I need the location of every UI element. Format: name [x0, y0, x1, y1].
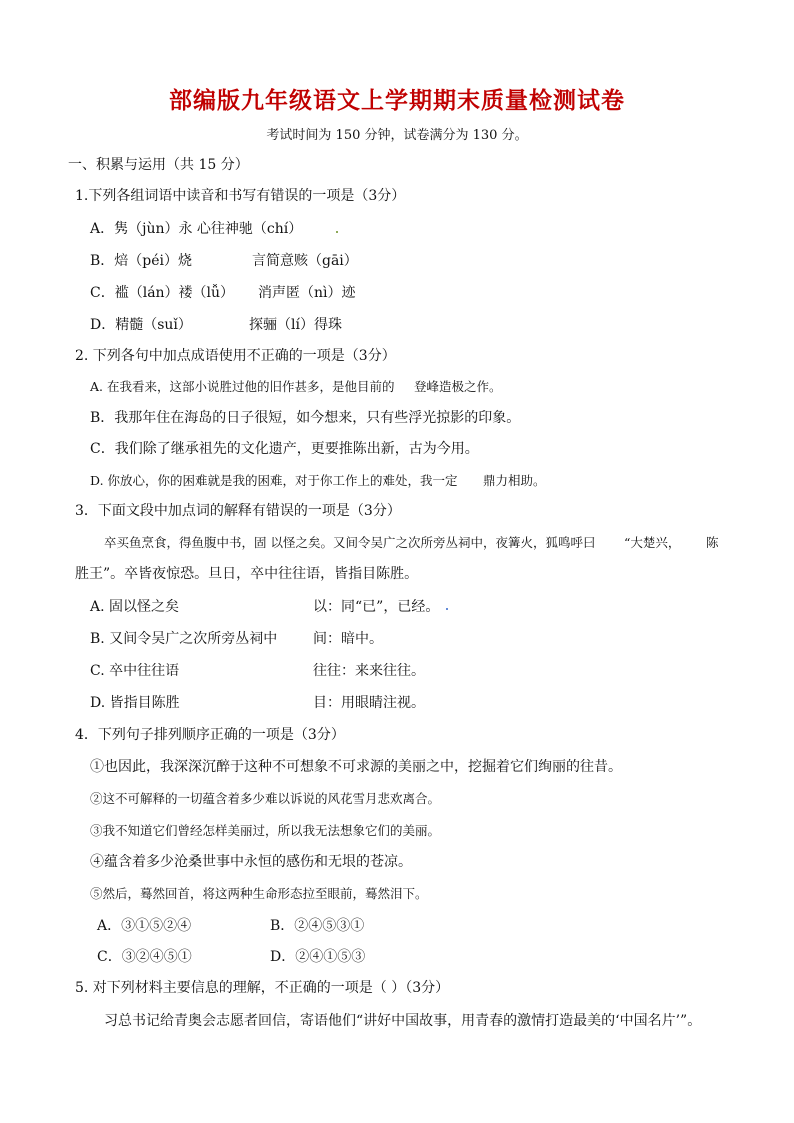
q3-stem: 3．下面文段中加点词的解释有错误的一项是（3分） [75, 503, 401, 519]
q4-sentence-3: ③我不知道它们曾经怎样美丽过，所以我无法想象它们的美丽。 [90, 823, 441, 838]
q2-option-d: D. 你放心，你的困难就是我的困难，对于你工作上的难处，我一定 [90, 473, 458, 488]
q3-passage-end: 陈 [706, 535, 719, 550]
q4-option-c: C．③②④⑤① [97, 949, 192, 965]
q1-option-b-word: 言简意赅（gāi） [252, 253, 358, 269]
q4-sentence-5: ⑤然后，蓦然回首，将这两种生命形态拉至眼前，蓦然泪下。 [90, 886, 428, 901]
q2-option-b: B．我那年住在海岛的日子很短，如今想来，只有些浮光掠影的印象。 [90, 410, 521, 426]
q4-option-a: A．③①⑤②④ [97, 918, 192, 934]
q3-option-a: A. 固以怪之矣 [90, 599, 180, 615]
scan-mark [446, 608, 448, 610]
q3-option-b-gloss: 间：暗中。 [313, 631, 383, 647]
q2-option-c: C．我们除了继承祖先的文化遗产，更要推陈出新，古为今用。 [90, 441, 479, 457]
q4-option-d: D．②④①⑤③ [270, 949, 366, 965]
q3-option-c-gloss: 往往：来来往往。 [313, 663, 425, 679]
q3-passage: 卒买鱼烹食，得鱼腹中书，固 以怪之矣。又间令吴广之次所旁丛祠中，夜篝火，狐鸣呼曰 [104, 535, 596, 550]
q1-option-b: B．焙（péi）烧 [90, 253, 193, 269]
page-title: 部编版九年级语文上学期期末质量检测试卷 [169, 88, 625, 114]
exam-info: 考试时间为 150 分钟，试卷满分为 130 分。 [266, 128, 528, 143]
q1-option-c: C．褴（lán）褛（lǚ） [90, 285, 235, 301]
q3-option-b: B. 又间令吴广之次所旁丛祠中 [90, 631, 278, 647]
q1-option-c-word: 消声匿（nì）迹 [258, 285, 356, 301]
q1-stem: 1.下列各组词语中读音和书写有错误的一项是（3分） [75, 188, 406, 204]
q3-option-a-gloss: 以：同“已”，已经。 [313, 599, 440, 615]
q5-passage: 习总书记给青奥会志愿者回信，寄语他们“讲好中国故事，用青春的激情打造最美的‘中国名片’”。 [104, 1013, 702, 1029]
q2-option-a: A. 在我看来，这部小说胜过他的旧作甚多，是他目前的 [90, 379, 395, 394]
q3-passage-line2: 胜王”。卒皆夜惊恐。旦日，卒中往往语，皆指目陈胜。 [75, 566, 419, 582]
section-heading: 一、积累与运用（共 15 分） [68, 157, 249, 173]
q4-sentence-4: ④蕴含着多少沧桑世事中永恒的感伤和无垠的苍凉。 [90, 854, 412, 870]
q3-option-d-gloss: 目：用眼睛注视。 [313, 695, 425, 711]
scan-mark [336, 231, 338, 233]
q4-sentence-2: ②这不可解释的一切蕴含着多少难以诉说的风花雪月悲欢离合。 [90, 791, 441, 806]
q4-sentence-1: ①也因此，我深深沉醉于这种不可想象不可求源的美丽之中，挖掘着它们绚丽的往昔。 [90, 759, 622, 775]
q1-option-d: D．精髓（suǐ） [90, 317, 192, 333]
q1-option-d-word: 探骊（lí）得珠 [249, 317, 342, 333]
q3-option-d: D. 皆指目陈胜 [90, 695, 180, 711]
q5-stem: 5. 对下列材料主要信息的理解，不正确的一项是（ ）（3分） [75, 980, 450, 996]
q1-option-a: A．隽（jùn）永 心往神驰（chí） [90, 221, 303, 237]
q2-option-d-idiom: 鼎力相助。 [483, 473, 546, 488]
q2-option-a-idiom: 登峰造极之作。 [414, 379, 502, 394]
q3-option-c: C. 卒中往往语 [90, 663, 180, 679]
q2-stem: 2. 下列各句中加点成语使用不正确的一项是（3分） [75, 348, 396, 364]
q3-passage-quote: “大楚兴， [624, 535, 681, 550]
q4-option-b: B．②④⑤③① [270, 918, 365, 934]
q4-stem: 4．下列句子排列顺序正确的一项是（3分） [75, 727, 345, 743]
